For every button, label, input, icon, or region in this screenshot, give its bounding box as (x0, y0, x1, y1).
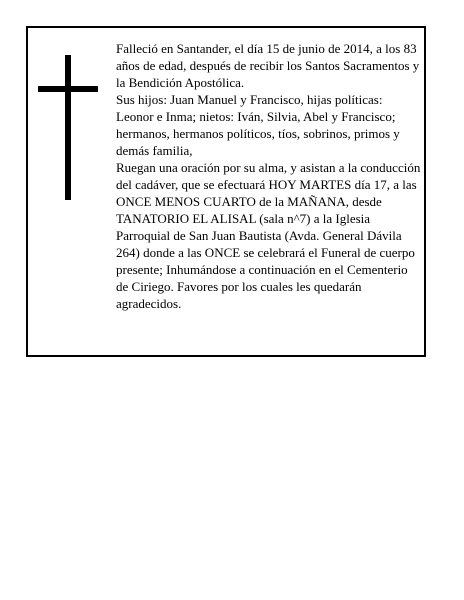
cross-icon (38, 55, 98, 200)
funeral-details-paragraph: Ruegan una oración por su alma, y asistan a la conducción del cadáver, que se efectuará HOY MARTES día 17, a las ONCE MENOS CUARTO de la MAÑANA, desde TANATORIO EL ALISAL (sala n^7) a la Iglesia Parroquial de San Juan Bautista (Avda. General Dávila 264) donde a las ONCE se celebrará el Funeral de cuerpo presente; Inhumándose a continuación en el Cementerio de Ciriego. Favores por los cuales les quedarán agradecidos. (116, 160, 421, 311)
notice-text (116, 40, 423, 312)
cross-horizontal-bar (38, 86, 98, 92)
obituary-notice (26, 26, 426, 357)
family-paragraph: Sus hijos: Juan Manuel y Francisco, hijas políticas: Leonor e Inma; nietos: Iván, Silvia, Abel y Francisco; hermanos, hermanos políticos, tíos, sobrinos, primos y demás familia, (116, 92, 400, 158)
cross-vertical-bar (65, 55, 71, 200)
death-announcement-paragraph: Falleció en Santander, el día 15 de junio de 2014, a los 83 años de edad, después de recibir los Santos Sacramentos y la Bendición Apostólica. (116, 41, 420, 90)
